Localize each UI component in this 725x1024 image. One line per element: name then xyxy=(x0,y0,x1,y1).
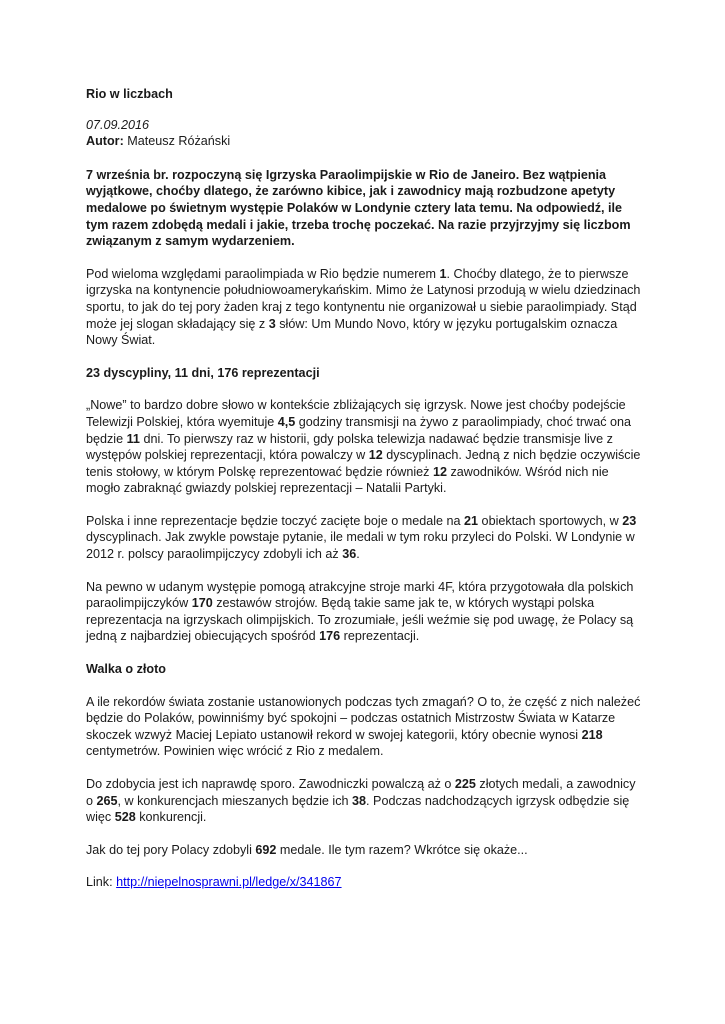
number-highlight: 12 xyxy=(368,448,383,463)
source-link-line xyxy=(86,874,646,891)
publication-date: 07.09.2016 xyxy=(86,117,150,132)
source-link[interactable]: http://niepelnosprawni.pl/ledge/x/341867 xyxy=(116,875,342,890)
paragraph-6: Do zdobycia jest ich naprawdę sporo. Zawodniczki powalczą aż o 225 złotych medali, a zawodnicy o 265, w konkurencjach mieszanych będzie ich 38. Podczas nadchodzących igrzysk odbędzie się więc 528 konkurencji. xyxy=(86,777,636,825)
number-highlight: 176 xyxy=(319,629,341,644)
number-highlight: 1 xyxy=(439,266,447,281)
number-highlight: 36 xyxy=(342,547,357,562)
paragraph-3: Polska i inne reprezentacje będzie toczyć zacięte boje o medale na 21 obiektach sportowych, w 23 dyscyplinach. Jak zwykle powstaje pytanie, ile medali w tym roku przyleci do Polski. W Londynie w 2012 r. polscy paraolimpijczycy zdobyli ich aż 36. xyxy=(86,513,637,562)
author-line xyxy=(86,133,646,150)
author-name: Mateusz Różański xyxy=(123,134,231,149)
number-highlight: 38 xyxy=(352,793,367,808)
link-label: Link: xyxy=(86,875,117,890)
paragraph-1: Pod wieloma względami paraolimpiada w Rio będzie numerem 1. Choćby dlatego, że to pierwsze igrzyska na kontynencie południowoamerykańskim. Mimo że Latynosi przodują w wielu dziedzinach sportu, to jak do tej pory żaden kraj z tego kontynentu nie organizował u siebie paraolimpiady. Stąd może jej slogan składający się z 3 słów: Um Mundo Novo, który w języku portugalskim oznacza Nowy Świat. xyxy=(86,266,641,348)
section-heading-gold: Walka o złoto xyxy=(86,662,166,677)
document xyxy=(86,86,646,891)
author-label: Autor: xyxy=(86,134,124,149)
number-highlight: 23 xyxy=(622,513,637,528)
number-highlight: 11 xyxy=(126,431,140,446)
number-highlight: 692 xyxy=(255,842,277,857)
number-highlight: 528 xyxy=(114,810,136,825)
number-highlight: 12 xyxy=(432,464,447,479)
number-highlight: 3 xyxy=(268,316,276,331)
paragraph-5: A ile rekordów świata zostanie ustanowionych podczas tych zmagań? O to, że część z nich należeć będzie do Polaków, powinniśmy być spokojni – podczas ostatnich Mistrzostw Świata w Katarze skoczek wzwyż Maciej Lepiato ustanowił rekord w swojej kategorii, który obecnie wynosi 218 centymetrów. Powinien więc wrócić z Rio z medalem. xyxy=(86,694,641,759)
number-highlight: 265 xyxy=(96,793,118,808)
page-title: Rio w liczbach xyxy=(86,87,173,101)
number-highlight: 4,5 xyxy=(277,414,296,429)
number-highlight: 218 xyxy=(581,727,603,742)
paragraph-4: Na pewno w udanym występie pomogą atrakcyjne stroje marki 4F, która przygotowała dla polskich paraolimpijczyków 170 zestawów strojów. Będą takie same jak te, w których wystąpi polska reprezentacja na igrzyskach olimpijskich. To zrozumiałe, jeśli weźmie się pod uwagę, że Polacy są jedną z najbardziej obiecujących spośród 176 reprezentacji. xyxy=(86,579,634,644)
number-highlight: 225 xyxy=(454,777,476,791)
number-highlight: 21 xyxy=(464,513,479,528)
paragraph-7: Jak do tej pory Polacy zdobyli 692 medale. Ile tym razem? Wkrótce się okaże... xyxy=(86,842,528,857)
number-highlight: 170 xyxy=(191,596,213,611)
paragraph-2: „Nowe” to bardzo dobre słowo w kontekście zbliżających się igrzysk. Nowe jest choćby podejście Telewizji Polskiej, która wyemituje 4,5 godziny transmisji na żywo z paraolimpiady, choć trwać ona będzie 11 dni. To pierwszy raz w historii, gdy polska telewizja nadawać będzie transmisje live z występów polskiej reprezentacji, która powalczy w 12 dyscyplinach. Jedną z nich będzie oczywiście tenis stołowy, w którym Polskę reprezentować będzie również 12 zawodników. Wśród nich nie mogło zabraknąć gwiazdy polskiej reprezentacji – Natalii Partyki. xyxy=(86,398,641,496)
lead-paragraph: 7 września br. rozpoczyną się Igrzyska Paraolimpijskie w Rio de Janeiro. Bez wątpienia wyjątkowe, choćby dlatego, że zarówno kibice, jak i zawodnicy mają rozbudzone apetyty medalowe po świetnym występie Polaków w Londynie cztery lata temu. Na odpowiedź, ile tym razem zdobędą medali i jakie, trzeba trochę poczekać. Na razie przyjrzyjmy się liczbom związanym z samym wydarzeniem. xyxy=(86,167,631,249)
section-heading-disciplines: 23 dyscypliny, 11 dni, 176 reprezentacji xyxy=(86,365,320,380)
